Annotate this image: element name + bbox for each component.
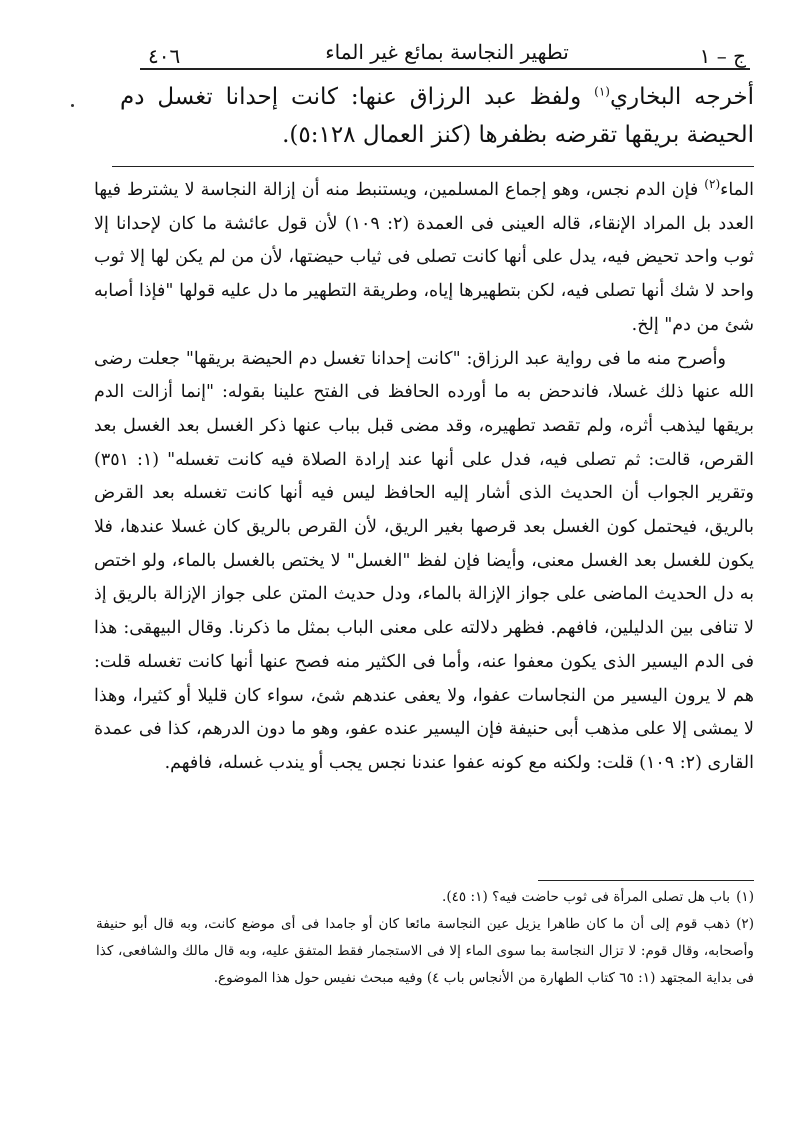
running-title: تطهير النجاسة بمائع غير الماء [325, 40, 569, 64]
footnote-ref-1: (١) [594, 84, 610, 99]
hadith-text-part1: أخرجه البخاري [609, 84, 754, 110]
footnote-1-number: (١) [736, 889, 754, 905]
footnotes [96, 884, 754, 992]
footnote-2-text: ذهب قوم إلى أن ما كان طاهرا يزيل عين النجاسة مائعا كان أو جامدا فى أى موضع كانت، وبه قال أبو حنيفة وأصحابه، وقال قوم: لا تزال النجاسة بما سوى الماء إلا فى الاستجمار فقط المتفق عليه، وبه قال مالك والشافعى، كذا فى بداية المجتهد (١: ٦٥ كتاب الطهارة من الأنجاس باب ٤) وفيه مبحث نفيس حول هذا الموضوع. [96, 916, 754, 986]
commentary-paragraph-1 [94, 174, 754, 343]
commentary [94, 174, 754, 781]
footnote-2-number: (٢) [736, 916, 754, 932]
footnote-1-text: باب هل تصلى المرأة فى ثوب حاضت فيه؟ (١: ٤٥). [442, 889, 731, 905]
commentary-p1-start: الماء [720, 180, 754, 200]
footnote-ref-2: (٢) [704, 177, 721, 192]
footnote-rule [538, 880, 754, 881]
footnote-2 [96, 911, 754, 992]
hadith-text-part2: ولفظ عبد الرزاق عنها: كانت إحدانا تغسل دم الحيضة بريقها تقرضه بظفرها (كنز العمال ٥:١٢٨). [120, 84, 754, 148]
header-rule [140, 68, 750, 70]
page-header [148, 28, 746, 68]
margin-dot [71, 104, 74, 107]
footnote-1 [96, 884, 754, 911]
page-number: ٤٠٦ [148, 44, 181, 68]
commentary-p1-rest: فإن الدم نجس، وهو إجماع المسلمين، ويستنبط منه أن إزالة النجاسة لا يشترط فيها العدد بل المراد الإنقاء، قاله العينى فى العمدة (٢: ١٠٩) لأن قول عائشة ما كان لإحدانا إلا ثوب واحد تحيض فيه، يدل على أنها كانت تصلى فى ثياب حيضتها، لأن من لم يكن لها إلا ثوب واحد لا شك أنها تصلى فيه، لكن بتطهيرها إياه، وطريقة التطهير ما دل عليه قولها "فإذا أصابه شئ من دم" إلخ. [94, 180, 754, 335]
hadith-text [120, 78, 754, 154]
volume-label: ج – ١ [699, 44, 746, 68]
commentary-paragraph-2: وأصرح منه ما فى رواية عبد الرزاق: "كانت إحدانا تغسل دم الحيضة بريقها" جعلت رضى الله عنها ذلك غسلا، فاندحض به ما أورده الحافظ فى الفتح علينا بقوله: "إنما أزالت الدم بريقها ليذهب أثره، ولم تقصد تطهيره، وقد مضى قبل بباب عنها ذكر الغسل بعد الغسل بعد القرص، قالت: ثم تصلى فيه، فدل على أنها عند إرادة الصلاة فيه كانت تغسله" (١: ٣٥١) وتقرير الجواب أن الحديث الذى أشار إليه الحافظ ليس فيه أنها كانت تغسله بعد القرض بالريق، فيحتمل كون الغسل بعد قرصها بغير الريق، لأن القرص بالريق كان غسلا عندها، فلا يكون للغسل بعد الغسل معنى، وأيضا فإن لفظ "الغسل" لا يختص بالغسل بالماء، ولو اختص به دل الحديث الماضى على جواز الإزالة بالماء، ودل حديث المتن على جواز الإزالة بالريق إذ لا تنافى بين الدليلين، فافهم. فظهر دلالته على معنى الباب بمثل ما ذكرنا. وقال البيهقى: هذا فى الدم اليسير الذى يكون معفوا عنه، وأما فى الكثير منه فصح عنها أنها كانت تغسله قلت: هم لا يرون اليسير من النجاسات عفوا، ولا يعفى عندهم شئ، سواء كان قليلا أو كثيرا، وهذا لا يمشى إلا على مذهب أبى حنيفة فإن اليسير عنده عفو، وهو ما دون الدرهم، كذا فى عمدة القارى (٢: ١٠٩) قلت: ولكنه مع كونه عفوا عندنا نجس يجب أو يندب غسله، فافهم. [94, 348, 754, 773]
section-rule [112, 166, 754, 167]
